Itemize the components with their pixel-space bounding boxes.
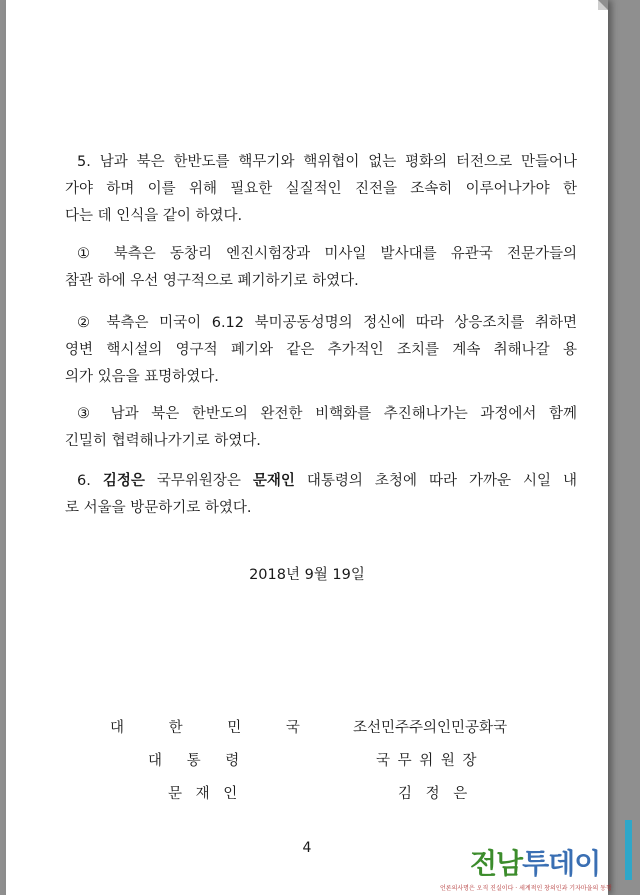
signature-title-left: 대 통 령 <box>148 753 240 769</box>
text-line: ① 북측은 동창리 엔진시험장과 미사일 발사대를 유관국 전문가들의 <box>77 246 577 262</box>
document-date: 2018년 9월 19일 <box>249 567 365 583</box>
logo-tagline: 언론의사명은 오직 진실이다 · 세계적인 창의인과 기자마을의 동행 <box>440 885 612 892</box>
name-kim-jong-un: 김정은 <box>102 473 145 489</box>
text-segment: 대통령의 초청에 따라 가까운 시일 내 <box>294 473 577 489</box>
signature-title-right: 국 무 위 원 장 <box>376 753 477 769</box>
clause-5-2 <box>65 310 577 391</box>
text-line: 다는 데 인식을 같이 하였다. <box>65 208 243 224</box>
clause-number: 6. <box>77 473 103 489</box>
clause-5-1 <box>65 241 577 295</box>
signature-country-left: 대 한 민 국 <box>110 720 300 736</box>
text-line: 긴밀히 협력해나가기로 하였다. <box>65 433 261 449</box>
clause-6 <box>65 468 577 522</box>
name-moon-jae-in: 문재인 <box>252 473 295 489</box>
signature-name-left: 문 재 인 <box>168 786 238 802</box>
page-number: 4 <box>302 840 312 856</box>
document-page <box>6 0 608 895</box>
page-corner-fold <box>598 0 608 10</box>
text-line: 영변 핵시설의 영구적 폐기와 같은 추가적인 조치를 계속 취해나갈 용 <box>65 342 577 358</box>
logo-bar-icon <box>625 820 632 880</box>
text-line: ② 북측은 미국이 6.12 북미공동성명의 정신에 따라 상응조치를 취하면 <box>77 315 577 331</box>
text-line: 로 서울을 방문하기로 하였다. <box>65 500 252 516</box>
text-line: 가야 하며 이를 위해 필요한 실질적인 진전을 조속히 이루어나가야 한 <box>65 181 577 197</box>
text-segment: 국무위원장은 <box>144 473 253 489</box>
text-line: 의가 있음을 표명하였다. <box>65 369 219 385</box>
text-line: 참관 하에 우선 영구적으로 폐기하기로 하였다. <box>65 273 359 289</box>
signature-country-right: 조선민주주의인민공화국 <box>353 720 508 736</box>
text-line: 5. 남과 북은 한반도를 핵무기와 핵위협이 없는 평화의 터전으로 만들어나 <box>77 154 577 170</box>
signature-name-right: 김 정 은 <box>398 786 468 802</box>
clause-5-3 <box>65 401 577 455</box>
text-line: ③ 남과 북은 한반도의 완전한 비핵화를 추진해나가는 과정에서 함께 <box>77 406 577 422</box>
watermark-logo <box>440 842 640 895</box>
logo-wordmark: 전남투데이 <box>470 847 601 880</box>
clause-5 <box>65 149 577 230</box>
text-line <box>65 468 577 495</box>
